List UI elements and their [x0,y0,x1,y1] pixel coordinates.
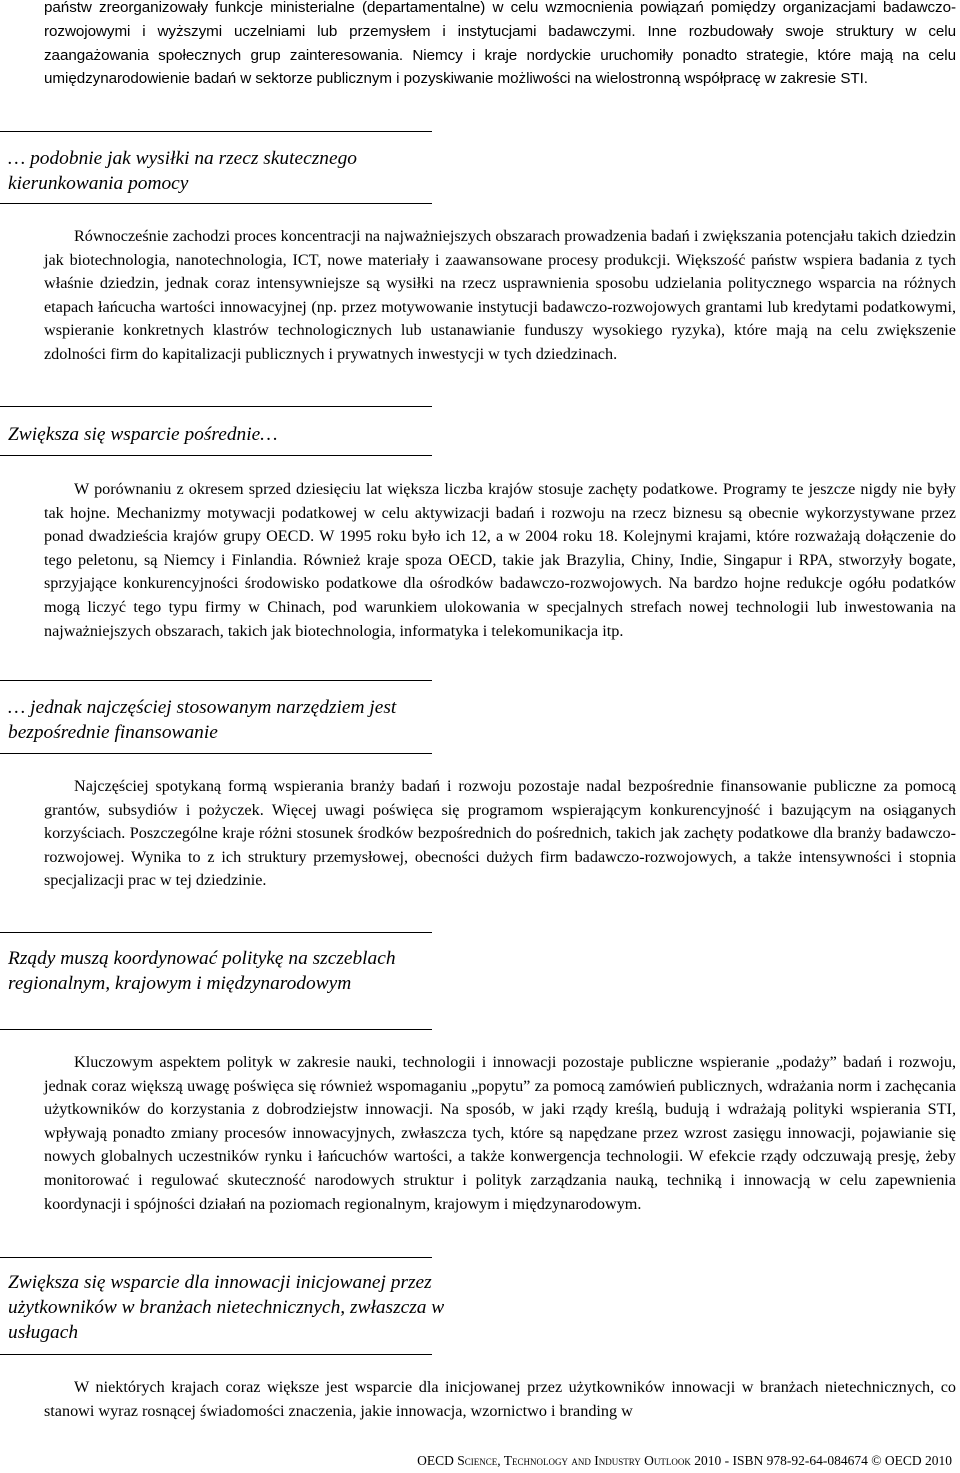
page-footer [417,1453,952,1469]
footer-publication: OECD Science, Technology and Industry Outlook 2010 [417,1453,722,1468]
section-heading: Zwiększa się wsparcie dla innowacji inicjowanej przez użytkowników w branżach nietechnicznych, zwłaszcza w usługach [8,1272,445,1343]
section-rule-bottom [0,203,432,204]
section-rule-bottom [0,1354,432,1355]
intro-paragraph: państw zreorganizowały funkcje ministerialne (departamentalne) w celu wzmocnienia powiązań pomiędzy organizacjami badawczo-rozwojowymi i wyższymi uczelniami lub przemysłem i instytucjami badawczymi. Inne rozbudowały swoje struktury w celu zaangażowania społecznych grup zainteresowania. Niemcy i kraje nordyckie uruchomiły ponadto strategie, które mają na celu umiędzynarodowienie badań w sektorze publicznym i pozyskiwanie możliwości na wielostronną współpracę w zakresie STI. [44,0,956,88]
section-paragraph: Kluczowym aspektem polityk w zakresie nauki, technologii i innowacji pozostaje publiczne wspieranie „podaży” badań i rozwoju, jednak coraz większą uwagę poświęca się również wspomaganiu „popytu” za pomocą zamówień publicznych, wdrażania norm i zachęcania użytkowników do korzystania z dobrodziejstw innowacji. Na sposób, w jaki rządy kreślą, budują i wdrażają polityki wspierania STI, wpływają ponadto zmiany procesów innowacyjnych, zwłaszcza tych, które są napędzane przez wzrost zasięgu innowacji, pojawianie się nowych globalnych uczestników rynku i łańcuchów wartości, a także konwergencja technologii. W efekcie rządy odczuwają presję, żeby monitorować i regulować skuteczność narodowych struktur i polityk zarządzania nauką, techniką i innowacją w celu zapewnienia koordynacji i spójności działań na poziomach regionalnym, krajowym i międzynarodowym. [44,1053,956,1213]
section-rule-top [0,1257,432,1258]
section-heading: … jednak najczęściej stosowanym narzędziem jest bezpośrednie finansowanie [8,697,397,743]
section-heading: Zwiększa się wsparcie pośrednie… [8,424,278,445]
section-paragraph: Najczęściej spotykaną formą wspierania branży badań i rozwoju pozostaje nadal bezpośrednie finansowanie publiczne za pomocą grantów, subsydiów i pożyczek. Więcej uwagi poświęca się programom wspierającym konkurencyjność i bazującym na osiąganych korzyściach. Poszczególne kraje różni stosunek środków bezpośrednich do pośrednich, takich jak zachęty podatkowe dla branży badawczo-rozwojowej. Wynika to z ich struktury przemysłowej, obecności dużych firm badawczo-rozwojowych, a także intensywności i stopnia specjalizacji prac w tej dziedzinie. [44,777,956,890]
section-rule-top [0,406,432,407]
section-paragraph: Równocześnie zachodzi proces koncentracji na najważniejszych obszarach prowadzenia badań i zwiększania potencjału takich dziedzin jak biotechnologia, nanotechnologia, ICT, nowe materiały i zaawansowane procesy produkcji. Większość państw wspiera badania z tych właśnie dziedzin, jednak coraz intensywniejsze są wysiłki na rzecz usprawnienia sposobu udzielania politycznego wsparcia na różnych etapach łańcucha wartości innowacyjnej (np. przez motywowanie instytucji badawczo-rozwojowych grantami lub kredytami podatkowymi, wspieranie konkretnych klastrów technologicznych lub ustanawianie funduszy wysokiego ryzyka), które mają na celu zwiększenie zdolności firm do kapitalizacji publicznych i prywatnych inwestycji w tych dziedzinach. [44,227,956,363]
section-rule-bottom [0,753,432,754]
footer-copyright: © OECD 2010 [871,1453,952,1468]
section-rule-top [0,131,432,132]
section-rule-bottom [0,455,432,456]
footer-isbn: - ISBN 978-92-64-084674 [724,1453,868,1468]
section-rule-top [0,680,432,681]
section-paragraph: W porównaniu z okresem sprzed dziesięciu lat większa liczba krajów stosuje zachęty podatkowe. Programy te jeszcze nigdy nie były tak hojne. Mechanizmy motywacji podatkowej w celu aktywizacji badań i rozwoju na rzecz biznesu są obecnie wykorzystywane przez ponad dwadzieścia krajów grupy OECD. W 1995 roku było ich 12, a w 2004 roku 18. Kolejnymi krajami, które rozważają dołączenie do tego peletonu, są Niemcy i Finlandia. Również kraje spoza OECD, takie jak Brazylia, Chiny, Indie, Singapur i RPA, stworzyły bogate, sprzyjające konkurencyjności środowisko podatkowe dla ośrodków badawczo-rozwojowych. Na bardzo hojne redukcje ogółu podatków mogą liczyć tego typu firmy w Chinach, pod warunkiem ulokowania w specjalnych strefach nowej technologii lub inwestowania na najważniejszych obszarach, takich jak biotechnologia, informatyka i telekomunikacja itp. [44,480,956,640]
section-paragraph: W niektórych krajach coraz większe jest wsparcie dla inicjowanej przez użytkowników innowacji w branżach nietechnicznych, co stanowi wyraz rosnącej świadomości znaczenia, jakie innowacja, wzornictwo i branding w [44,1378,956,1420]
section-rule-bottom [0,1029,432,1030]
section-rule-top [0,932,432,933]
section-heading: Rządy muszą koordynować politykę na szczeblach regionalnym, krajowym i międzynarodowym [8,948,396,994]
section-heading: … podobnie jak wysiłki na rzecz skutecznego kierunkowania pomocy [8,148,357,194]
